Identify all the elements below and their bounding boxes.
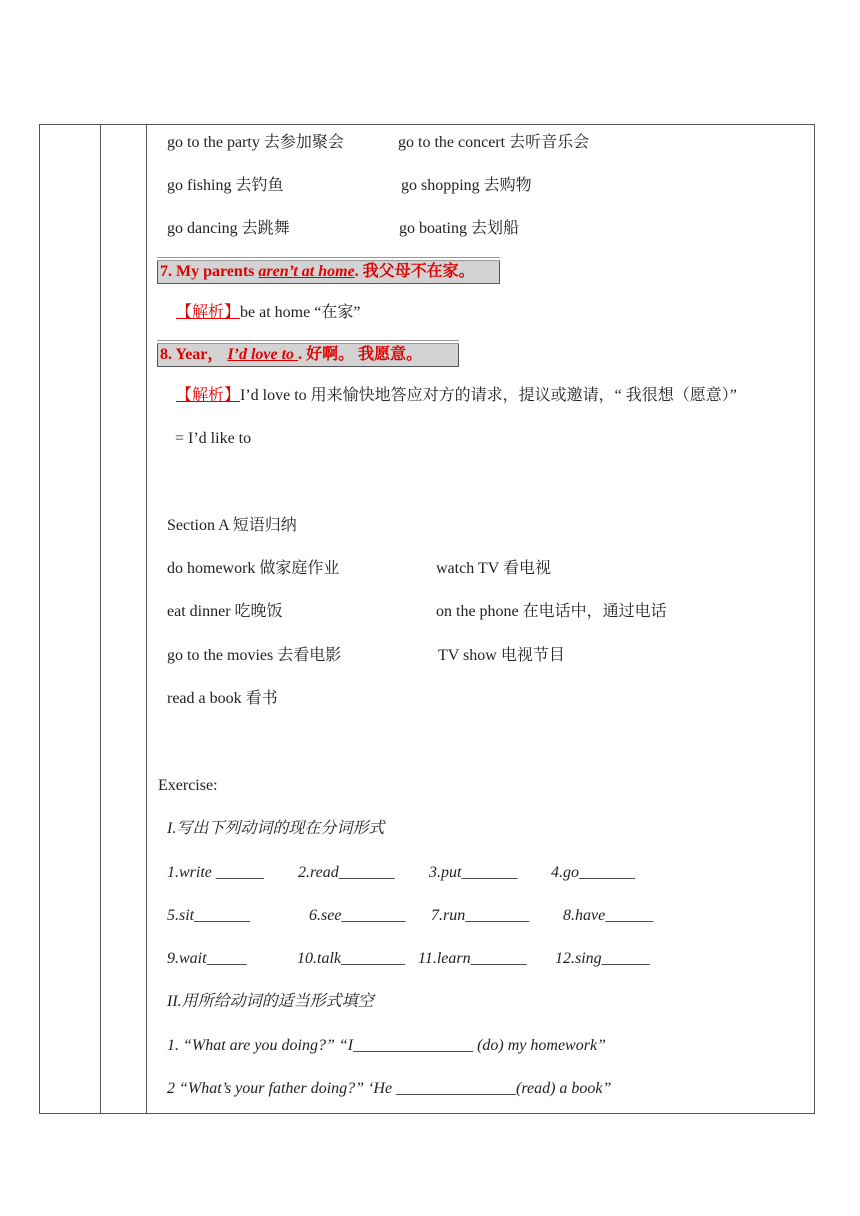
analysis-tag: 【解析】 <box>176 304 241 321</box>
phrase: eat dinner 吃晚饭 <box>167 603 283 620</box>
phrase: go to the movies 去看电影 <box>167 647 342 664</box>
phrase: go to the concert 去听音乐会 <box>398 134 590 151</box>
exercise-item: 9.wait_____ <box>167 950 247 967</box>
exercise-item: 7.run________ <box>431 907 530 924</box>
column-divider <box>100 125 101 1113</box>
analysis-text: I’d love to 用来愉快地答应对方的请求，提议或邀请，“ 我很想（愿意）” <box>240 387 737 404</box>
section-title: Section A 短语归纳 <box>167 517 297 534</box>
sentence-prefix: 7. My parents <box>160 263 259 280</box>
phrase: go shopping 去购物 <box>401 177 532 194</box>
phrase: go boating 去划船 <box>399 220 519 237</box>
highlighted-sentence-8 <box>157 343 459 367</box>
key-phrase: aren’t at home <box>258 263 355 280</box>
analysis-8-continued: = I’d like to <box>175 430 252 447</box>
part2-title: II.用所给动词的适当形式填空 <box>167 993 374 1010</box>
exercise-item: 5.sit_______ <box>167 907 251 924</box>
phrase: TV show 电视节目 <box>438 647 565 664</box>
phrase: read a book 看书 <box>167 690 278 707</box>
phrase: do homework 做家庭作业 <box>167 560 340 577</box>
exercise-item: 12.sing______ <box>555 950 650 967</box>
highlighted-sentence-7 <box>157 260 500 284</box>
exercise-item: 3.put_______ <box>429 864 518 881</box>
phrase: go dancing 去跳舞 <box>167 220 290 237</box>
sentence-prefix: 8. Year， <box>160 346 228 363</box>
exercise-item: 10.talk________ <box>297 950 405 967</box>
fill-question-2: 2 “What’s your father doing?” ‘He _______________(read) a book” <box>167 1080 612 1097</box>
phrase: watch TV 看电视 <box>436 560 551 577</box>
phrase: go fishing 去钓鱼 <box>167 177 284 194</box>
sentence-suffix: . 我父母不在家。 <box>354 263 475 280</box>
phrase: on the phone 在电话中，通过电话 <box>436 603 667 620</box>
analysis-7 <box>176 303 360 323</box>
exercise-item: 2.read_______ <box>298 864 395 881</box>
column-divider <box>146 125 147 1113</box>
part1-title: I.写出下列动词的现在分词形式 <box>167 820 385 837</box>
sentence-suffix: . 好啊。 我愿意。 <box>298 346 423 363</box>
exercise-item: 8.have______ <box>563 907 654 924</box>
exercise-title: Exercise: <box>158 777 218 794</box>
analysis-8 <box>176 386 737 406</box>
analysis-text: be at home “在家” <box>240 304 361 321</box>
exercise-item: 6.see________ <box>309 907 406 924</box>
exercise-item: 11.learn_______ <box>418 950 527 967</box>
analysis-tag: 【解析】 <box>176 387 241 404</box>
exercise-item: 1.write ______ <box>167 864 264 881</box>
key-phrase: I’d love to <box>227 346 299 363</box>
phrase: go to the party 去参加聚会 <box>167 134 344 151</box>
fill-question-1: 1. “What are you doing?” “I_______________ (do) my homework” <box>167 1037 606 1054</box>
exercise-item: 4.go_______ <box>551 864 635 881</box>
